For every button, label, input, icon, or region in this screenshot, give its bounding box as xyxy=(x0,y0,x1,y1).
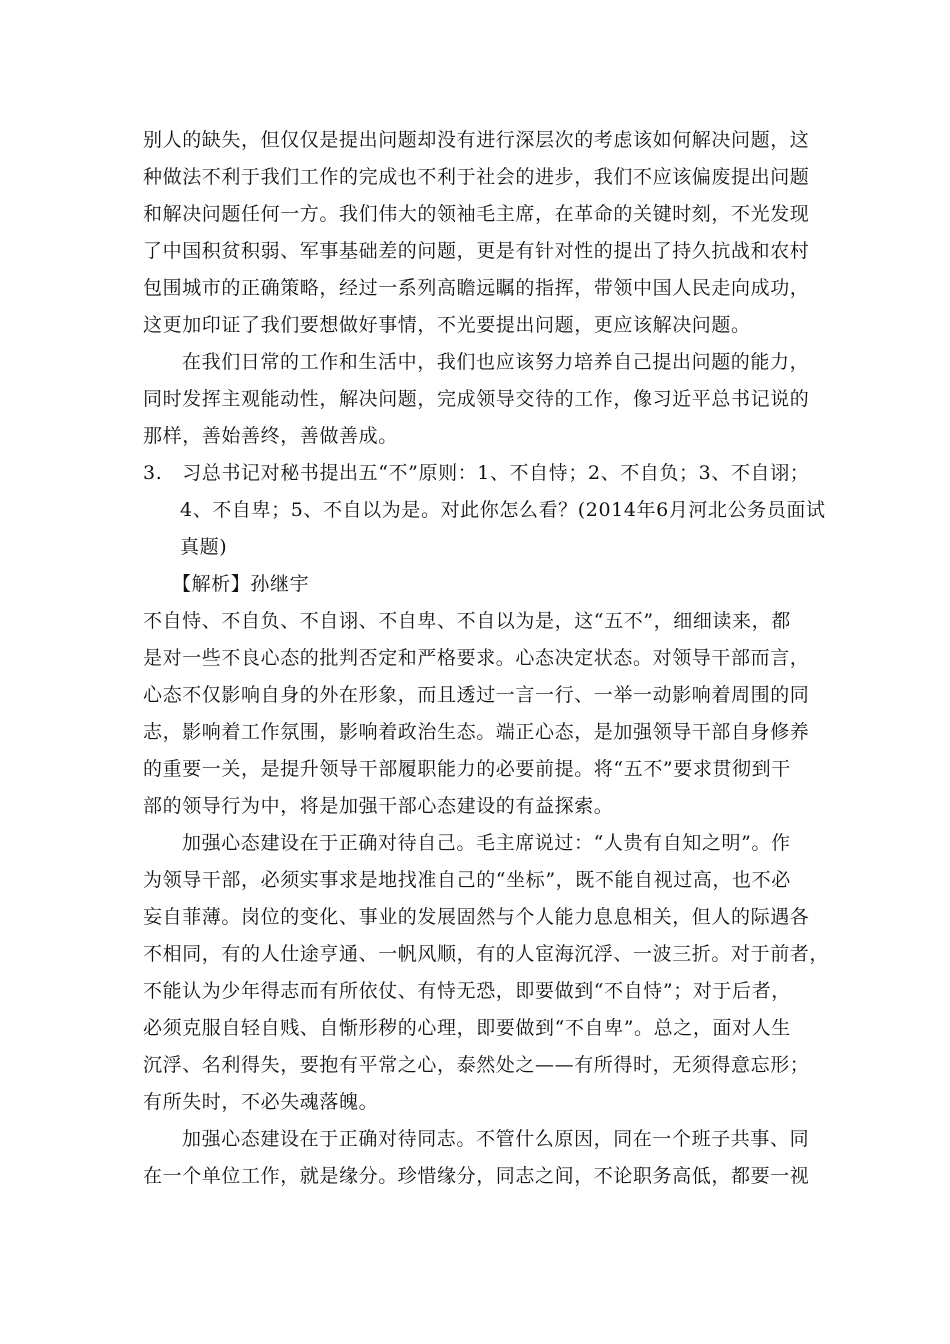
paragraph-line: 志，影响着工作氛围，影响着政治生态。端正心态，是加强领导干部自身修养 xyxy=(143,721,810,743)
paragraph-line: 的重要一关，是提升领导干部履职能力的必要前提。将“五不”要求贯彻到干 xyxy=(143,758,791,780)
paragraph-line: 加强心态建设在于正确对待同志。不管什么原因，同在一个班子共事、同 xyxy=(182,1128,810,1150)
paragraph-line: 不能认为少年得志而有所依仗、有恃无恐，即要做到“不自恃”；对于后者， xyxy=(143,980,791,1002)
paragraph-line: 了中国积贫积弱、军事基础差的问题，更是有针对性的提出了持久抗战和农村 xyxy=(143,240,810,262)
paragraph-line: 加强心态建设在于正确对待自己。毛主席说过：“人贵有自知之明”。作 xyxy=(182,832,791,854)
paragraph-line: 沉浮、名利得失，要抱有平常之心，泰然处之——有所得时，无须得意忘形； xyxy=(143,1054,810,1076)
paragraph-line: 不自恃、不自负、不自诩、不自卑、不自以为是，这“五不”，细细读来，都 xyxy=(143,610,791,632)
paragraph-line: 在一个单位工作，就是缘分。珍惜缘分，同志之间，不论职务高低，都要一视 xyxy=(143,1165,810,1187)
paragraph-line: 部的领导行为中，将是加强干部心态建设的有益探索。 xyxy=(143,795,614,817)
paragraph-line: 不相同，有的人仕途亨通、一帆风顺，有的人宦海沉浮、一波三折。对于前者， xyxy=(143,943,830,965)
paragraph-line: 那样，善始善终，善做善成。 xyxy=(143,425,398,447)
paragraph-line: 有所失时，不必失魂落魄。 xyxy=(143,1091,379,1113)
paragraph-line: 必须克服自轻自贱、自惭形秽的心理，即要做到“不自卑”。总之，面对人生 xyxy=(143,1017,791,1039)
paragraph-line: 这更加印证了我们要想做好事情，不光要提出问题，更应该解决问题。 xyxy=(143,314,751,336)
paragraph-line: 同时发挥主观能动性，解决问题，完成领导交待的工作，像习近平总书记说的 xyxy=(143,388,810,410)
analysis-heading: 【解析】孙继宇 xyxy=(172,573,310,595)
question-line: 真题) xyxy=(180,536,228,558)
paragraph-line: 别人的缺失，但仅仅是提出问题却没有进行深层次的考虑该如何解决问题，这 xyxy=(143,129,810,151)
paragraph-line: 在我们日常的工作和生活中，我们也应该努力培养自己提出问题的能力， xyxy=(182,351,810,373)
question-line: 3. 习总书记对秘书提出五“不”原则：1、不自恃；2、不自负；3、不自诩； xyxy=(143,462,810,484)
paragraph-line: 为领导干部，必须实事求是地找准自己的“坐标”，既不能自视过高，也不必 xyxy=(143,869,791,891)
paragraph-line: 是对一些不良心态的批判否定和严格要求。心态决定状态。对领导干部而言， xyxy=(143,647,810,669)
paragraph-line: 种做法不利于我们工作的完成也不利于社会的进步，我们不应该偏废提出问题 xyxy=(143,166,810,188)
paragraph-line: 妄自菲薄。岗位的变化、事业的发展固然与个人能力息息相关，但人的际遇各 xyxy=(143,906,810,928)
paragraph-line: 和解决问题任何一方。我们伟大的领袖毛主席，在革命的关键时刻，不光发现 xyxy=(143,203,810,225)
question-line: 4、不自卑；5、不自以为是。对此你怎么看？(2014年6月河北公务员面试 xyxy=(180,499,826,521)
paragraph-line: 心态不仅影响自身的外在形象，而且透过一言一行、一举一动影响着周围的同 xyxy=(143,684,810,706)
paragraph-line: 包围城市的正确策略，经过一系列高瞻远瞩的指挥，带领中国人民走向成功， xyxy=(143,277,810,299)
